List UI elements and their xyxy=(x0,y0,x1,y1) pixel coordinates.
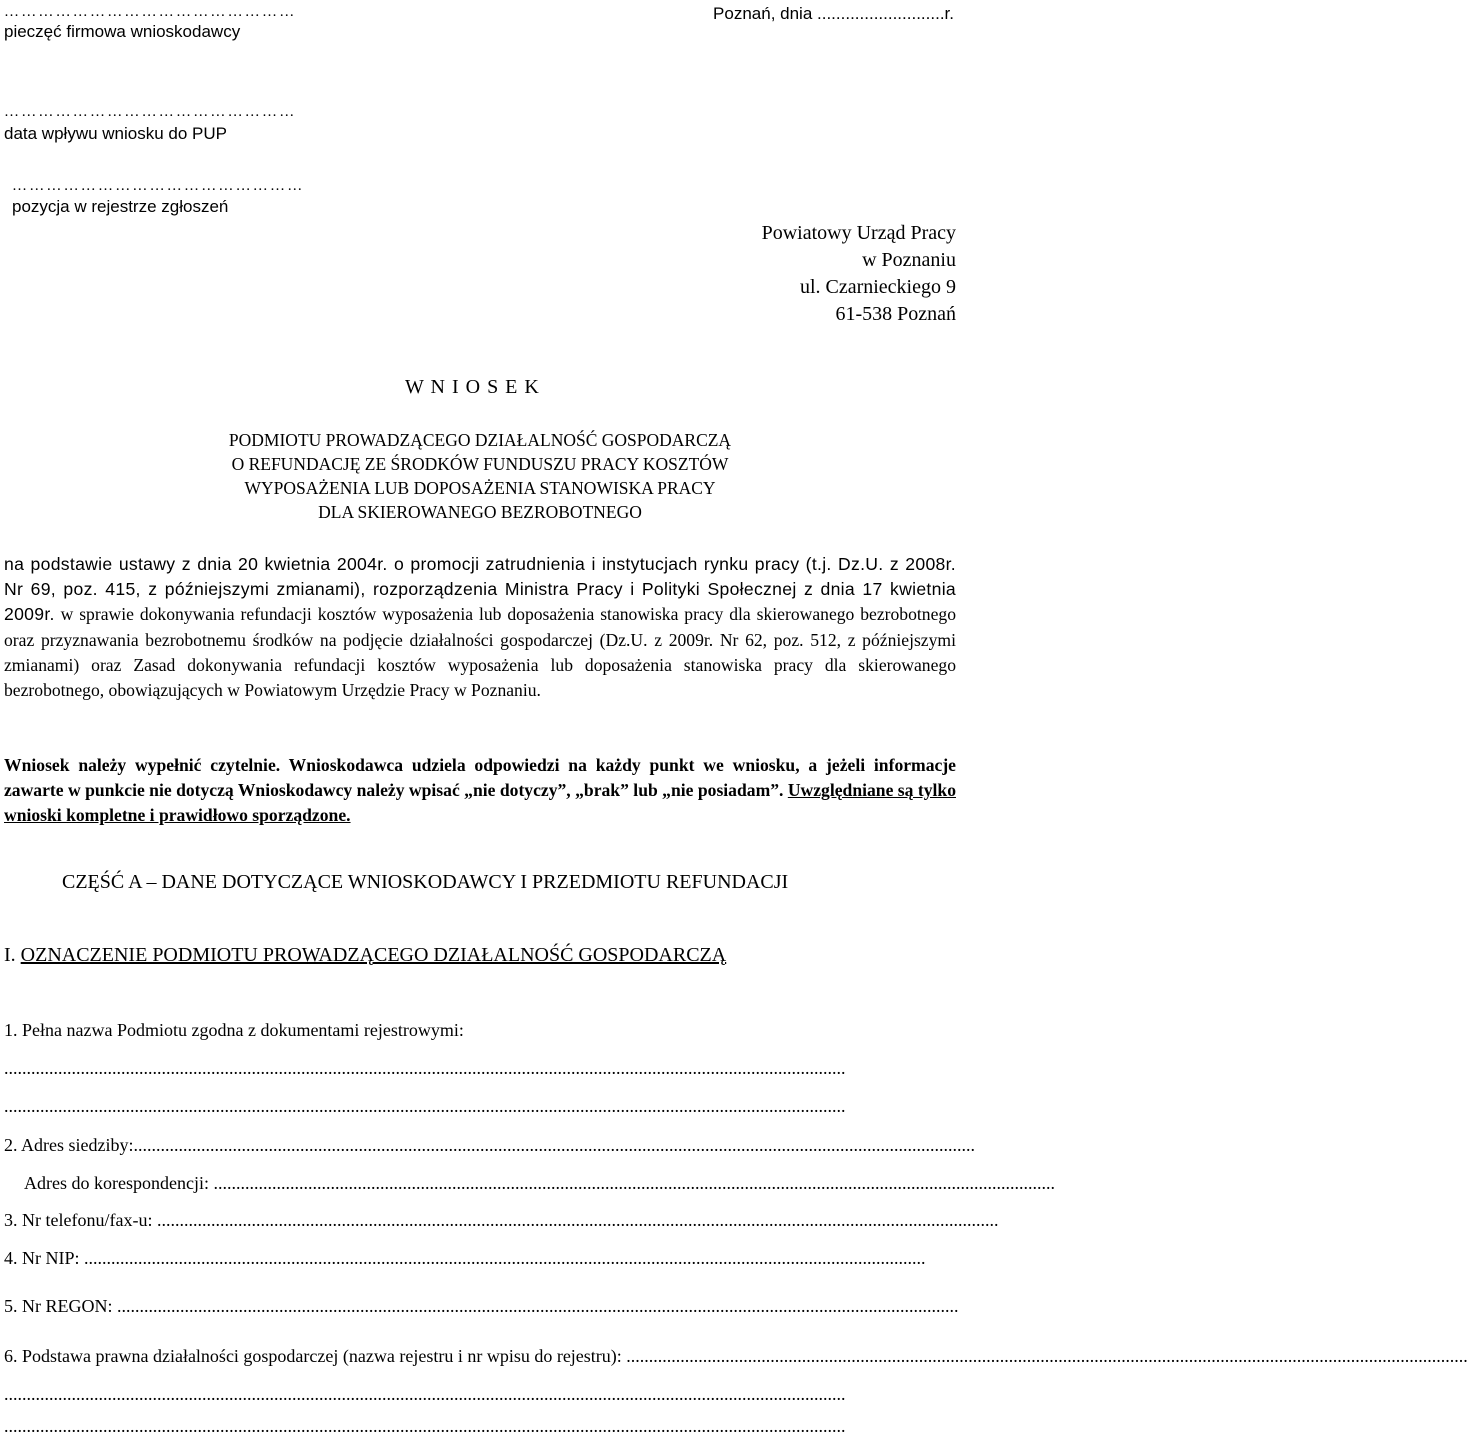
legal-basis-line-3[interactable]: ........................................................................................................................................................................................... xyxy=(4,1416,846,1436)
correspondence-dots: ........................................................................................................................................................................................... xyxy=(213,1173,1055,1193)
nip-field[interactable] xyxy=(4,1248,956,1269)
regon-label: 5. Nr REGON: xyxy=(4,1296,117,1316)
instructions-underlined: Uwzględniane są tylko wnioski kompletne i prawidłowo sporządzone. xyxy=(4,780,956,826)
instructions-paragraph xyxy=(4,753,956,829)
correspondence-label: Adres do korespondencji: xyxy=(24,1173,214,1193)
full-name-label: 1. Pełna nazwa Podmiotu zgodna z dokumentami rejestrowymi: xyxy=(4,1020,464,1040)
place-date[interactable]: Poznań, dnia ...........................r. xyxy=(713,4,954,23)
legal-basis-line-2[interactable]: ........................................................................................................................................................................................... xyxy=(4,1384,846,1404)
nip-dots: ........................................................................................................................................................................................... xyxy=(84,1248,926,1268)
document-subtitle xyxy=(0,428,960,524)
register-label: pozycja w rejestrze zgłoszeń xyxy=(12,197,229,216)
regon-dots: ........................................................................................................................................................................................... xyxy=(117,1296,959,1316)
register-dots: …………………………………………… xyxy=(12,178,305,194)
stamp-dots: …………………………………………… xyxy=(4,4,297,20)
stamp-label: pieczęć firmowa wnioskodawcy xyxy=(4,22,241,41)
section-i-title: OZNACZENIE PODMIOTU PROWADZĄCEGO DZIAŁALNOŚĆ GOSPODARCZĄ xyxy=(20,944,727,966)
phone-field[interactable] xyxy=(4,1210,999,1231)
phone-dots: ........................................................................................................................................................................................... xyxy=(156,1210,999,1230)
phone-label: 3. Nr telefonu/fax-u: xyxy=(4,1210,157,1230)
instructions-text: Wniosek należy wypełnić czytelnie. Wnioskodawca udziela odpowiedzi na każdy punkt we wniosku, a jeżeli informacje zawarte w punkcie nie dotyczą Wnioskodawcy należy wpisać „nie dotyczy”, „brak” lub „nie posiadam”. xyxy=(4,755,956,801)
part-a-heading: CZĘŚĆ A – DANE DOTYCZĄCE WNIOSKODAWCY I PRZEDMIOTU REFUNDACJI xyxy=(62,871,789,893)
legal-basis-paragraph xyxy=(4,552,956,703)
recipient-postcode: 61-538 Poznań xyxy=(835,303,956,325)
subtitle-line-2: O REFUNDACJĘ ZE ŚRODKÓW FUNDUSZU PRACY KOSZTÓW xyxy=(231,454,729,474)
seat-label: 2. Adres siedziby: xyxy=(4,1135,134,1155)
section-i-heading xyxy=(4,944,726,967)
receipt-date-dots: …………………………………………… xyxy=(4,104,297,120)
recipient-block xyxy=(762,220,956,328)
seat-field[interactable] xyxy=(4,1135,975,1156)
legal-basis-field[interactable] xyxy=(4,1346,1468,1367)
receipt-date-label: data wpływu wniosku do PUP xyxy=(4,124,228,143)
recipient-city: w Poznaniu xyxy=(862,249,956,271)
document-title: W N I O S E K xyxy=(405,376,540,398)
subtitle-line-1: PODMIOTU PROWADZĄCEGO DZIAŁALNOŚĆ GOSPODARCZĄ xyxy=(228,430,732,450)
subtitle-line-3: WYPOSAŻENIA LUB DOPOSAŻENIA STANOWISKA PRACY xyxy=(244,478,716,498)
section-i-number: I. xyxy=(4,944,21,966)
seat-dots: ........................................................................................................................................................................................... xyxy=(133,1135,975,1155)
legal-basis-field-dots: ........................................................................................................................................................................................... xyxy=(626,1346,1468,1366)
nip-label: 4. Nr NIP: xyxy=(4,1248,84,1268)
recipient-office: Powiatowy Urząd Pracy xyxy=(761,222,956,244)
regon-field[interactable] xyxy=(4,1296,959,1317)
recipient-street: ul. Czarnieckiego 9 xyxy=(799,276,956,298)
full-name-line-2[interactable]: ........................................................................................................................................................................................... xyxy=(4,1096,846,1116)
subtitle-line-4: DLA SKIEROWANEGO BEZROBOTNEGO xyxy=(318,502,642,522)
full-name-line-1[interactable]: ........................................................................................................................................................................................... xyxy=(4,1058,846,1078)
legal-basis-part-2: w sprawie dokonywania refundacji kosztów wyposażenia lub doposażenia stanowiska pracy dla skierowanego bezrobotnego oraz przyznawania bezrobotnemu środków na podjęcie działalności gospodarczej (Dz.U. z 2009r. Nr 62, poz. 512, z późniejszymi zmianami) oraz Zasad dokonywania refundacji kosztów wyposażenia lub doposażenia stanowiska pracy dla skierowanego bezrobotnego, obowiązujących w Powiatowym Urzędzie Pracy w Poznaniu. xyxy=(4,604,956,701)
legal-basis-part-1: na podstawie ustawy z dnia 20 kwietnia 2004r. o promocji zatrudnienia i instytucjach rynku pracy (t.j. Dz.U. z 2008r. Nr 69, poz. 415, z późniejszymi zmianami), rozporządzenia Ministra Pracy i Polityki Społecznej z dnia 17 kwietnia 2009r. xyxy=(4,554,956,625)
correspondence-field[interactable] xyxy=(24,1173,1055,1194)
legal-basis-field-label: 6. Podstawa prawna działalności gospodarczej (nazwa rejestru i nr wpisu do rejestru): xyxy=(4,1346,627,1366)
